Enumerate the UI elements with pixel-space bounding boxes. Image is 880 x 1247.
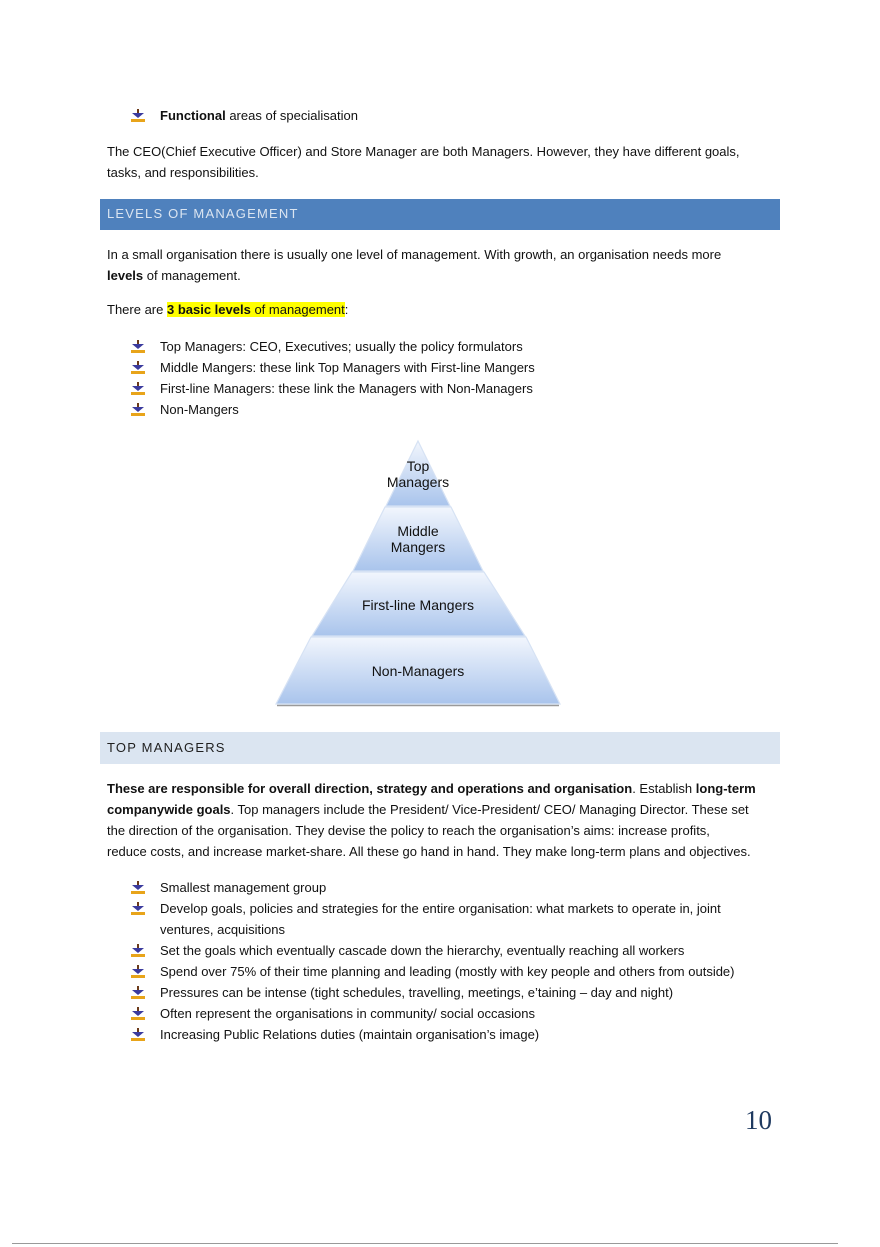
list-item [131,378,535,399]
bullet-icon [131,340,145,353]
text-line: Managers [386,474,450,490]
bullet-icon [131,986,145,999]
section-title: TOP MANAGERS [107,740,226,755]
pyramid-label-middle [300,523,536,555]
text: Develop goals, policies and strategies for the entire organisation: what markets to operate in, joint [160,901,721,916]
text: Set the goals which eventually cascade down the hierarchy, eventually reaching all workers [160,943,685,958]
text: of management [250,302,345,317]
top-managers-paragraph [107,778,756,862]
top-bullet-list [131,105,358,126]
bullet-icon [131,902,145,915]
section-title: LEVELS OF MANAGEMENT [107,206,299,221]
text: Smallest management group [160,880,327,895]
text: ventures, acquisitions [160,922,286,937]
text: Often represent the organisations in community/ social occasions [160,1006,536,1021]
list-item [131,357,535,378]
text: . Top managers include the President/ Vice-President/ CEO/ Managing Director. These set [230,802,749,817]
text: areas of specialisation [225,108,358,123]
bullet-icon [131,1007,145,1020]
text: of management. [143,268,241,283]
text: Pressures can be intense (tight schedules, travelling, meetings, e’taining – day and night) [160,985,674,1000]
text: Non-Mangers [160,402,239,417]
text-line: tasks, and responsibilities. [107,165,259,180]
list-item [131,1024,735,1045]
bold-text: Functional [160,108,226,123]
text: Spend over 75% of their time planning and leading (mostly with key people and others from outside) [160,964,735,979]
bullet-icon [131,361,145,374]
text: First-line Managers: these link the Managers with Non-Managers [160,381,533,396]
intro-paragraph [107,141,740,183]
text-line: The CEO(Chief Executive Officer) and Store Manager are both Managers. However, they have different goals, [107,144,740,159]
text-line: Top [406,458,430,474]
basic-levels-paragraph [107,299,348,320]
text: Middle Mangers: these link Top Managers with First-line Mangers [160,360,535,375]
bullet-icon [131,1028,145,1041]
section-header-top-managers [100,732,780,764]
list-item [131,877,735,898]
bold-text: These are responsible for overall direction, strategy and operations and organisation [107,781,633,796]
bullet-icon [131,403,145,416]
bold-text: 3 basic levels [166,302,251,317]
bold-text: levels [107,268,144,283]
bullet-icon [131,965,145,978]
list-item [131,336,535,357]
text-line: Mangers [390,539,446,555]
bullet-icon [131,881,145,894]
text: There are [107,302,167,317]
footer-divider [12,1243,838,1244]
text-line [107,778,756,799]
section-header-levels [100,199,780,230]
bold-text: long-term [695,781,756,796]
top-managers-bullet-list [131,877,735,1045]
pyramid-label-top [300,458,536,490]
text-line [107,265,721,286]
list-item [131,105,358,126]
pyramid-label-first-line: First-line Mangers [361,597,475,613]
text: . Establish [632,781,696,796]
text-line: the direction of the organisation. They devise the policy to reach the organisation’s aims: increase profits, [107,823,710,838]
text-line: Middle [397,523,439,539]
text-line: In a small organisation there is usually one level of management. With growth, an organisation needs more [107,247,722,262]
text-line [107,799,756,820]
list-item [131,898,735,940]
bullet-icon [131,109,145,122]
page-number: 10 [745,1105,772,1135]
pyramid-label-non-managers: Non-Managers [371,663,465,679]
levels-paragraph [107,244,721,286]
list-item [131,961,735,982]
bold-text: companywide goals [107,802,231,817]
text: Increasing Public Relations duties (maintain organisation’s image) [160,1027,540,1042]
highlighted-text [167,302,345,317]
text: : [344,302,349,317]
bullet-icon [131,382,145,395]
list-item [131,982,735,1003]
bullet-icon [131,944,145,957]
text-line: reduce costs, and increase market-share. All these go hand in hand. They make long-term plans and objectives. [107,844,751,859]
list-item [131,399,535,420]
levels-bullet-list [131,336,535,420]
text: Top Managers: CEO, Executives; usually the policy formulators [160,339,523,354]
list-item [131,940,735,961]
list-item [131,1003,735,1024]
